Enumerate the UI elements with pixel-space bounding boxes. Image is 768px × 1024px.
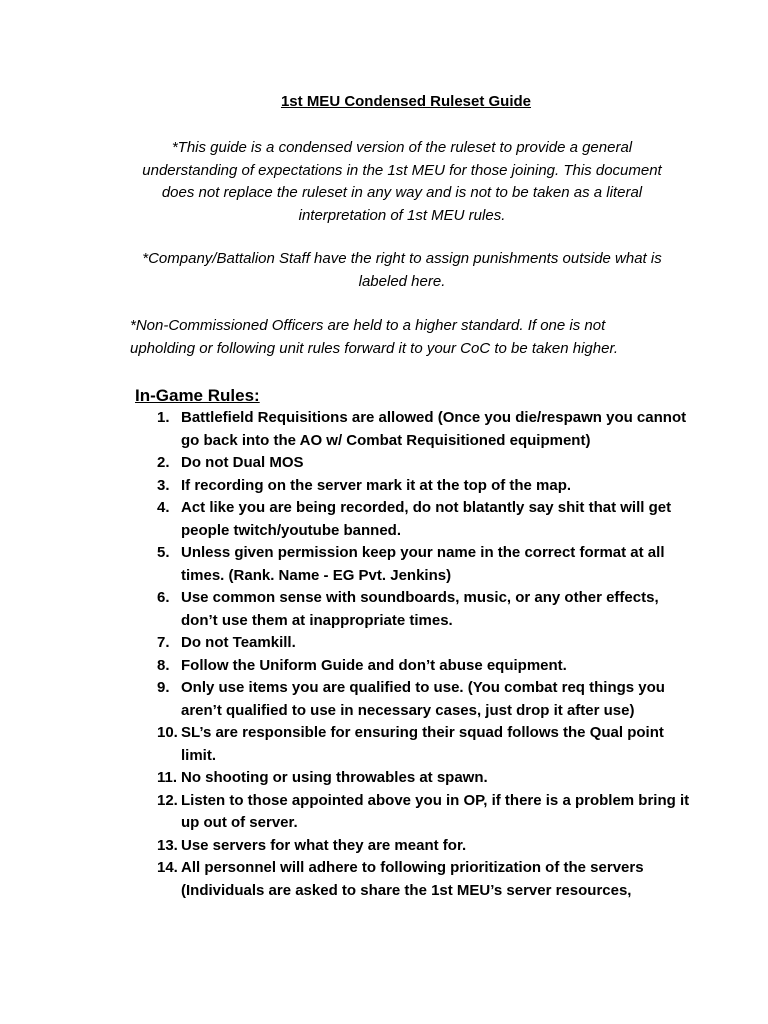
rule-text: Battlefield Requisitions are allowed (Once you die/respawn you cannot go back into the AO w/ Combat Requisitioned equipment) [181, 409, 687, 449]
intro-paragraph-disclaimer: *This guide is a condensed version of the ruleset to provide a general understanding of expectations in the 1st MEU for those joining. This document does not replace the ruleset in any way and is not to be taken as a literal interpretation of 1st MEU rules. [142, 139, 662, 224]
rule-number: 12. [157, 791, 178, 809]
rule-number: 1. [157, 409, 170, 426]
rule-number: 13. [157, 836, 178, 854]
rule-number: 6. [157, 589, 170, 606]
rule-text: No shooting or using throwables at spawn. [181, 769, 488, 786]
rule-text: Act like you are being recorded, do not blatantly say shit that will get people twitch/youtube banned. [181, 499, 672, 539]
rule-text: Do not Teamkill. [181, 634, 296, 651]
rule-number: 9. [157, 679, 170, 696]
rule-number: 8. [157, 656, 170, 674]
rule-text: Unless given permission keep your name in the correct format at all times. (Rank. Name - EG Pvt. Jenkins) [181, 544, 665, 584]
rule-item [135, 497, 695, 542]
rule-item [135, 452, 695, 475]
rule-text: SL’s are responsible for ensuring their squad follows the Qual point limit. [181, 724, 664, 764]
rule-text: Do not Dual MOS [181, 454, 304, 471]
rule-number: 2. [157, 454, 170, 471]
rule-number: 3. [157, 476, 170, 494]
section-heading-in-game-rules: In-Game Rules: [135, 386, 260, 405]
rule-item [135, 722, 695, 767]
rule-number: 11. [157, 769, 178, 786]
rule-item [135, 655, 695, 678]
rule-item [135, 587, 695, 632]
rule-item [135, 790, 695, 835]
rule-number: 14. [157, 859, 178, 876]
rule-text: Listen to those appointed above you in OP, if there is a problem bring it up out of server. [181, 791, 690, 831]
rule-number: 4. [157, 499, 170, 516]
rule-item [135, 677, 695, 722]
rule-number: 10. [157, 724, 178, 741]
rules-list [135, 407, 695, 902]
rule-text: Use servers for what they are meant for. [181, 836, 467, 854]
rule-text: All personnel will adhere to following prioritization of the servers (Individuals are asked to share the 1st MEU’s server resources, [181, 859, 644, 899]
rule-text: Only use items you are qualified to use. (You combat req things you aren’t qualified to use in necessary cases, just drop it after use) [181, 679, 665, 719]
intro-paragraph-staff: *Company/Battalion Staff have the right to assign punishments outside what is labeled here. [142, 250, 662, 290]
rule-text: Use common sense with soundboards, music, or any other effects, don’t use them at inappropriate times. [181, 589, 659, 629]
rule-item [135, 857, 695, 902]
rule-number: 7. [157, 634, 170, 651]
rule-item [135, 407, 695, 452]
intro-paragraph-nco: *Non-Commissioned Officers are held to a higher standard. If one is not upholding or following unit rules forward it to your CoC to be taken higher. [130, 317, 619, 357]
rule-item [135, 542, 695, 587]
rule-number: 5. [157, 544, 170, 561]
rule-item [135, 632, 695, 655]
rule-item [135, 475, 695, 498]
rule-item [135, 767, 695, 790]
rule-text: Follow the Uniform Guide and don’t abuse equipment. [181, 656, 567, 674]
rule-text: If recording on the server mark it at the top of the map. [181, 476, 572, 494]
rule-item [135, 835, 695, 858]
document-title: 1st MEU Condensed Ruleset Guide [280, 93, 532, 110]
